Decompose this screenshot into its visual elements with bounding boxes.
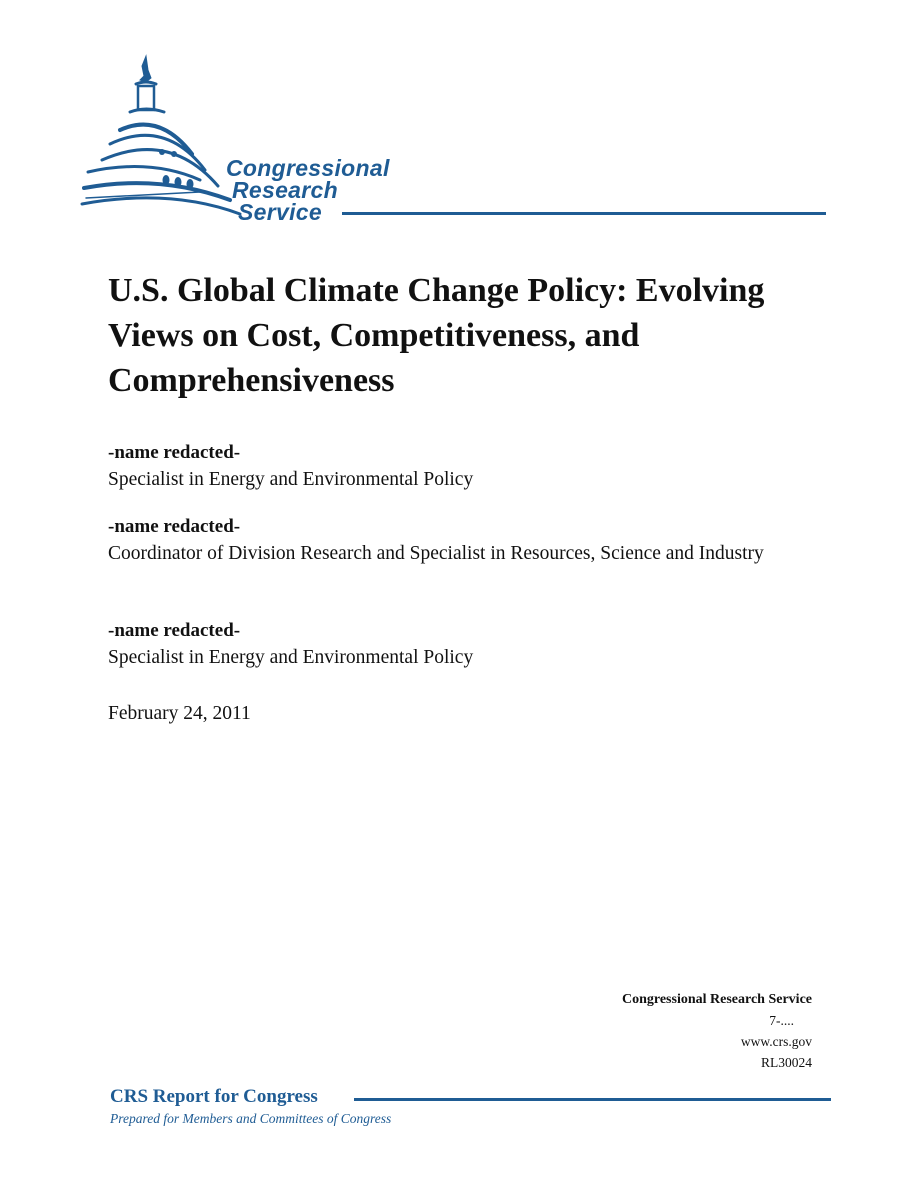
author-role: Specialist in Energy and Environmental Policy	[108, 647, 474, 668]
logo-text-congressional: Congressional	[226, 155, 390, 181]
info-org: Congressional Research Service	[621, 992, 812, 1007]
report-info	[622, 990, 812, 1073]
author-name: -name redacted-	[108, 442, 241, 463]
crs-logo	[80, 52, 840, 227]
logo-text-research: Research	[232, 177, 338, 203]
author-role: Specialist in Energy and Environmental Policy	[108, 469, 474, 490]
logo-rule	[342, 212, 826, 215]
info-report-id: RL30024	[760, 1055, 812, 1070]
footer-rule	[354, 1098, 831, 1101]
report-date: February 24, 2011	[108, 703, 251, 724]
author-name: -name redacted-	[108, 516, 241, 537]
author-role: Coordinator of Division Research and Specialist in Resources, Science and Industry	[108, 543, 764, 564]
logo-text-service: Service	[238, 199, 322, 225]
author-block	[108, 618, 828, 672]
info-website[interactable]: www.crs.gov	[740, 1034, 812, 1049]
info-number: 7-....	[769, 1013, 794, 1028]
author-block	[108, 440, 828, 494]
author-name: -name redacted-	[108, 620, 241, 641]
author-block	[108, 514, 828, 568]
footer-title: CRS Report for Congress	[110, 1086, 318, 1107]
footer-subtitle: Prepared for Members and Committees of Congress	[110, 1111, 392, 1126]
report-title: U.S. Global Climate Change Policy: Evolving Views on Cost, Competitiveness, and Comprehensiveness	[108, 272, 765, 399]
